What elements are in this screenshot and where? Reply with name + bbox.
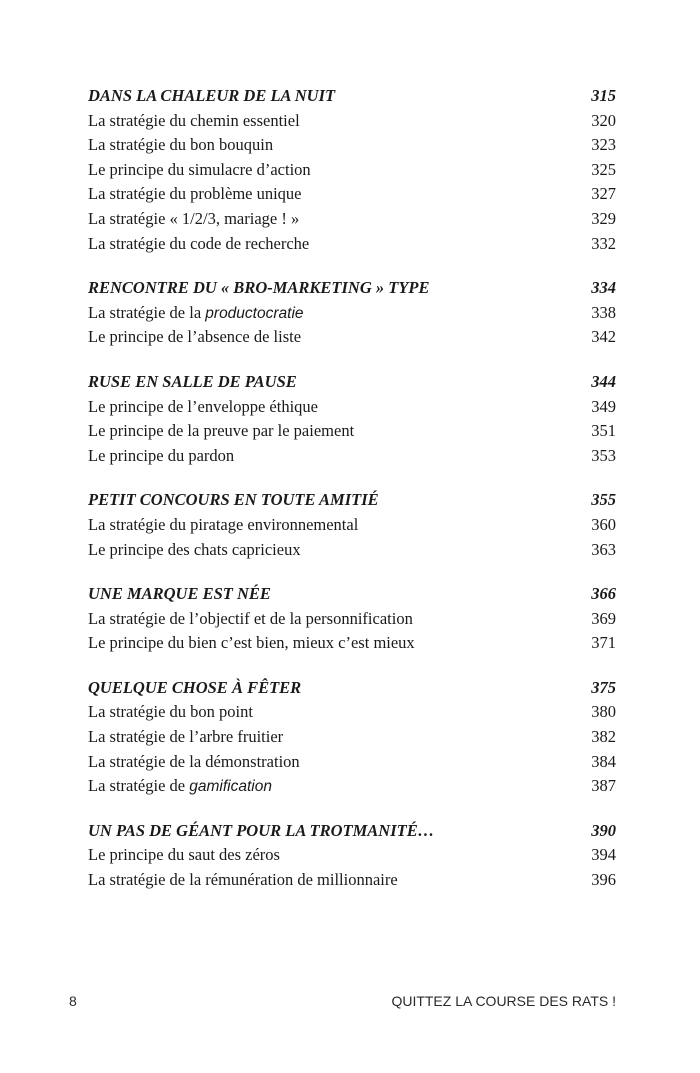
toc-entry	[88, 109, 616, 134]
toc-section	[88, 819, 616, 893]
chapter-page-number: 355	[591, 490, 616, 510]
entry-page-number: 396	[591, 870, 616, 890]
chapter-page-number: 366	[591, 584, 616, 604]
entry-page-number: 394	[591, 845, 616, 865]
chapter-title: UN PAS DE GÉANT POUR LA TROTMANITÉ…	[88, 820, 435, 840]
toc-section	[88, 488, 616, 562]
toc-entry	[88, 207, 616, 232]
toc-entry	[88, 538, 616, 563]
entry-title-part: La stratégie de la démonstration	[88, 751, 300, 771]
toc-entry	[88, 133, 616, 158]
entry-title	[88, 631, 415, 656]
chapter-heading	[88, 276, 616, 301]
entry-title-part: Le principe du bien c’est bien, mieux c’est mieux	[88, 633, 415, 653]
toc-entry	[88, 419, 616, 444]
chapter-page-number: 334	[591, 278, 616, 298]
entry-title	[88, 513, 358, 538]
entry-title	[88, 133, 273, 158]
entry-title-part: Le principe de la preuve par le paiement	[88, 421, 355, 441]
page-number: 8	[69, 993, 77, 1009]
entry-title-part: La stratégie du code de recherche	[88, 233, 310, 253]
entry-page-number: 320	[591, 110, 616, 130]
entry-title	[88, 301, 304, 327]
entry-page-number: 351	[591, 421, 616, 441]
entry-title	[88, 538, 301, 563]
entry-title-part: productocratie	[205, 304, 304, 322]
entry-page-number: 338	[591, 302, 616, 322]
toc-entry	[88, 774, 616, 799]
entry-page-number: 363	[591, 539, 616, 559]
toc-section	[88, 370, 616, 468]
entry-page-number: 342	[591, 327, 616, 347]
toc-entry	[88, 513, 616, 538]
entry-title	[88, 725, 283, 750]
entry-title	[88, 700, 253, 725]
entry-title	[88, 843, 280, 868]
entry-title-part: La stratégie du chemin essentiel	[88, 110, 300, 130]
toc-entry	[88, 325, 616, 350]
chapter-heading	[88, 676, 616, 701]
entry-title-part: Le principe des chats capricieux	[88, 539, 301, 559]
chapter-page-number: 315	[591, 86, 616, 105]
entry-title	[88, 395, 318, 420]
toc-section	[88, 84, 616, 256]
entry-page-number: 349	[591, 396, 616, 416]
chapter-title: PETIT CONCOURS EN TOUTE AMITIÉ	[88, 490, 379, 510]
entry-title	[88, 232, 309, 257]
entry-page-number: 387	[591, 776, 616, 796]
chapter-title: RENCONTRE DU « BRO-MARKETING » TYPE	[88, 278, 430, 298]
entry-title-part: Le principe du pardon	[88, 445, 235, 465]
entry-page-number: 380	[591, 702, 616, 722]
toc-entry	[88, 868, 616, 893]
toc-entry	[88, 843, 616, 868]
toc-entry	[88, 444, 616, 469]
entry-title	[88, 868, 398, 893]
entry-page-number: 325	[591, 159, 616, 179]
entry-page-number: 353	[591, 445, 616, 465]
toc-section	[88, 582, 616, 656]
chapter-heading	[88, 488, 616, 513]
toc-entry	[88, 607, 616, 632]
running-title: QUITTEZ LA COURSE DES RATS !	[391, 993, 616, 1009]
entry-page-number: 332	[591, 233, 616, 253]
toc-entry	[88, 301, 616, 326]
entry-title-part: gamification	[189, 778, 272, 796]
toc-entry	[88, 158, 616, 183]
toc-section	[88, 676, 616, 799]
chapter-title: UNE MARQUE EST NÉE	[88, 584, 271, 604]
table-of-contents	[88, 84, 616, 913]
entry-title-part: La stratégie du bon point	[88, 702, 253, 722]
toc-entry	[88, 631, 616, 656]
entry-title-part: La stratégie de	[88, 776, 190, 796]
page-footer	[69, 993, 616, 1009]
entry-page-number: 329	[591, 208, 616, 228]
entry-title	[88, 182, 302, 207]
entry-title	[88, 750, 300, 775]
entry-title	[88, 444, 234, 469]
entry-page-number: 360	[591, 514, 616, 534]
chapter-heading	[88, 84, 616, 109]
entry-page-number: 323	[591, 135, 616, 155]
chapter-heading	[88, 370, 616, 395]
entry-title-part: La stratégie du problème unique	[88, 184, 302, 204]
entry-page-number: 369	[591, 608, 616, 628]
entry-title-part: La stratégie de l’arbre fruitier	[88, 727, 284, 747]
chapter-page-number: 344	[591, 371, 616, 391]
chapter-title: QUELQUE CHOSE À FÊTER	[88, 677, 302, 697]
chapter-page-number: 390	[591, 820, 616, 840]
entry-title-part: La stratégie du piratage environnemental	[88, 514, 359, 534]
entry-title	[88, 109, 300, 134]
toc-entry	[88, 700, 616, 725]
entry-title-part: Le principe de l’enveloppe éthique	[88, 396, 318, 416]
entry-page-number: 384	[591, 751, 616, 771]
chapter-page-number: 375	[591, 677, 616, 697]
chapter-title: DANS LA CHALEUR DE LA NUIT	[88, 86, 336, 105]
entry-title	[88, 607, 413, 632]
entry-page-number: 327	[591, 184, 616, 204]
toc-section	[88, 276, 616, 350]
entry-page-number: 382	[591, 727, 616, 747]
chapter-title: RUSE EN SALLE DE PAUSE	[88, 371, 297, 391]
toc-entry	[88, 182, 616, 207]
entry-title	[88, 158, 311, 183]
entry-title	[88, 419, 354, 444]
entry-page-number: 371	[591, 633, 616, 653]
entry-title-part: Le principe de l’absence de liste	[88, 327, 302, 347]
entry-title-part: La stratégie « 1/2/3, mariage ! »	[88, 208, 300, 228]
toc-entry	[88, 395, 616, 420]
entry-title-part: La stratégie du bon bouquin	[88, 135, 274, 155]
entry-title-part: La stratégie de la	[88, 302, 206, 322]
chapter-heading	[88, 819, 616, 844]
entry-title-part: Le principe du simulacre d’action	[88, 159, 311, 179]
toc-entry	[88, 232, 616, 257]
toc-entry	[88, 750, 616, 775]
entry-title-part: La stratégie de l’objectif et de la personnification	[88, 608, 413, 628]
toc-entry	[88, 725, 616, 750]
entry-title	[88, 325, 301, 350]
entry-title	[88, 774, 272, 800]
entry-title-part: La stratégie de la rémunération de millionnaire	[88, 870, 398, 890]
entry-title	[88, 207, 299, 232]
chapter-heading	[88, 582, 616, 607]
entry-title-part: Le principe du saut des zéros	[88, 845, 280, 865]
